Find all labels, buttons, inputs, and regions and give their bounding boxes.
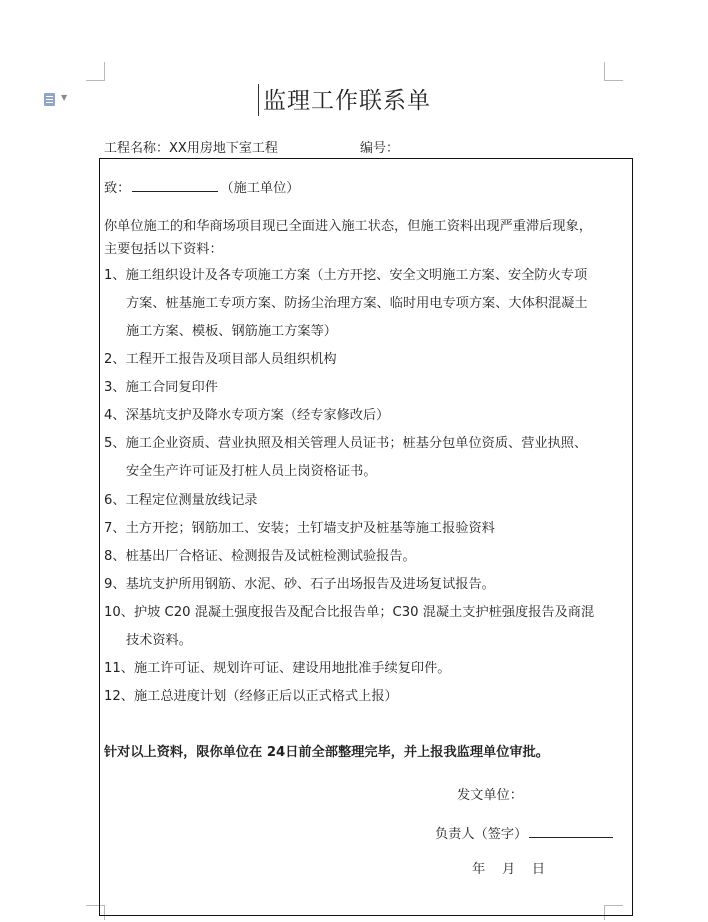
document-number-label: 编号： <box>360 141 400 156</box>
project-name-label: 工程名称： <box>104 141 170 156</box>
list-item: 施工方案、模板、钢筋施工方案等） <box>126 324 337 339</box>
list-item: 1、施工组织设计及各专项施工方案（土方开挖、安全文明施工方案、安全防火专项 <box>104 268 588 283</box>
intro-line-1: 你单位施工的和华商场项目现已全面进入施工状态，但施工资料出现严重滞后现象， <box>104 219 592 234</box>
list-item: 方案、桩基施工专项方案、防扬尘治理方案、临时用电专项方案、大体积混凝土 <box>126 296 588 311</box>
text-cursor <box>258 84 259 116</box>
list-item: 7、土方开挖；钢筋加工、安装；土钉墙支护及桩基等施工报验资料 <box>104 521 495 536</box>
crop-mark-top-left <box>86 62 105 81</box>
recipient-blank[interactable] <box>132 177 218 192</box>
recipient-suffix: （施工单位） <box>220 181 300 196</box>
list-item: 8、桩基出厂合格证、检测报告及试桩检测试验报告。 <box>104 549 416 564</box>
signer-label: 负责人（签字） <box>435 827 528 842</box>
recipient-line <box>104 177 300 198</box>
list-item: 11、施工许可证、规划许可证、建设用地批准手续复印件。 <box>104 661 451 676</box>
issuer-label: 发文单位： <box>457 788 523 803</box>
signature-blank[interactable] <box>529 823 613 838</box>
list-item: 3、施工合同复印件 <box>104 380 218 395</box>
list-item: 技术资料。 <box>126 633 192 648</box>
list-item: 6、工程定位测量放线记录 <box>104 493 258 508</box>
chevron-down-icon[interactable]: ▼ <box>61 93 68 102</box>
signer-line <box>435 823 615 844</box>
intro-line-2: 主要包括以下资料： <box>104 242 223 257</box>
document-icon[interactable] <box>44 93 55 106</box>
project-name-field <box>104 140 278 158</box>
recipient-label: 致： <box>104 181 131 196</box>
project-name-value: XX用房地下室工程 <box>169 141 278 156</box>
list-item: 4、深基坑支护及降水专项方案（经专家修改后） <box>104 408 390 423</box>
document-title <box>258 84 518 120</box>
list-item: 安全生产许可证及打桩人员上岗资格证书。 <box>126 464 377 479</box>
date-line: 年 月 日 <box>472 862 546 877</box>
list-item: 9、基坑支护所用钢筋、水泥、砂、石子出场报告及进场复试报告。 <box>104 577 495 592</box>
crop-mark-top-right <box>604 62 623 81</box>
conclusion-text: 针对以上资料，限你单位在 24日前全部整理完毕，并上报我监理单位审批。 <box>104 745 549 760</box>
list-item: 10、护坡 C20 混凝土强度报告及配合比报告单；C30 混凝土支护桩强度报告及商混 <box>104 605 595 620</box>
list-item: 2、工程开工报告及项目部人员组织机构 <box>104 352 337 367</box>
list-item: 12、施工总进度计划（经修正后以正式格式上报） <box>104 689 398 704</box>
title-text: 监理工作联系单 <box>263 88 431 114</box>
document-number-field <box>360 140 399 158</box>
list-item: 5、施工企业资质、营业执照及相关管理人员证书；桩基分包单位资质、营业执照、 <box>104 436 588 451</box>
